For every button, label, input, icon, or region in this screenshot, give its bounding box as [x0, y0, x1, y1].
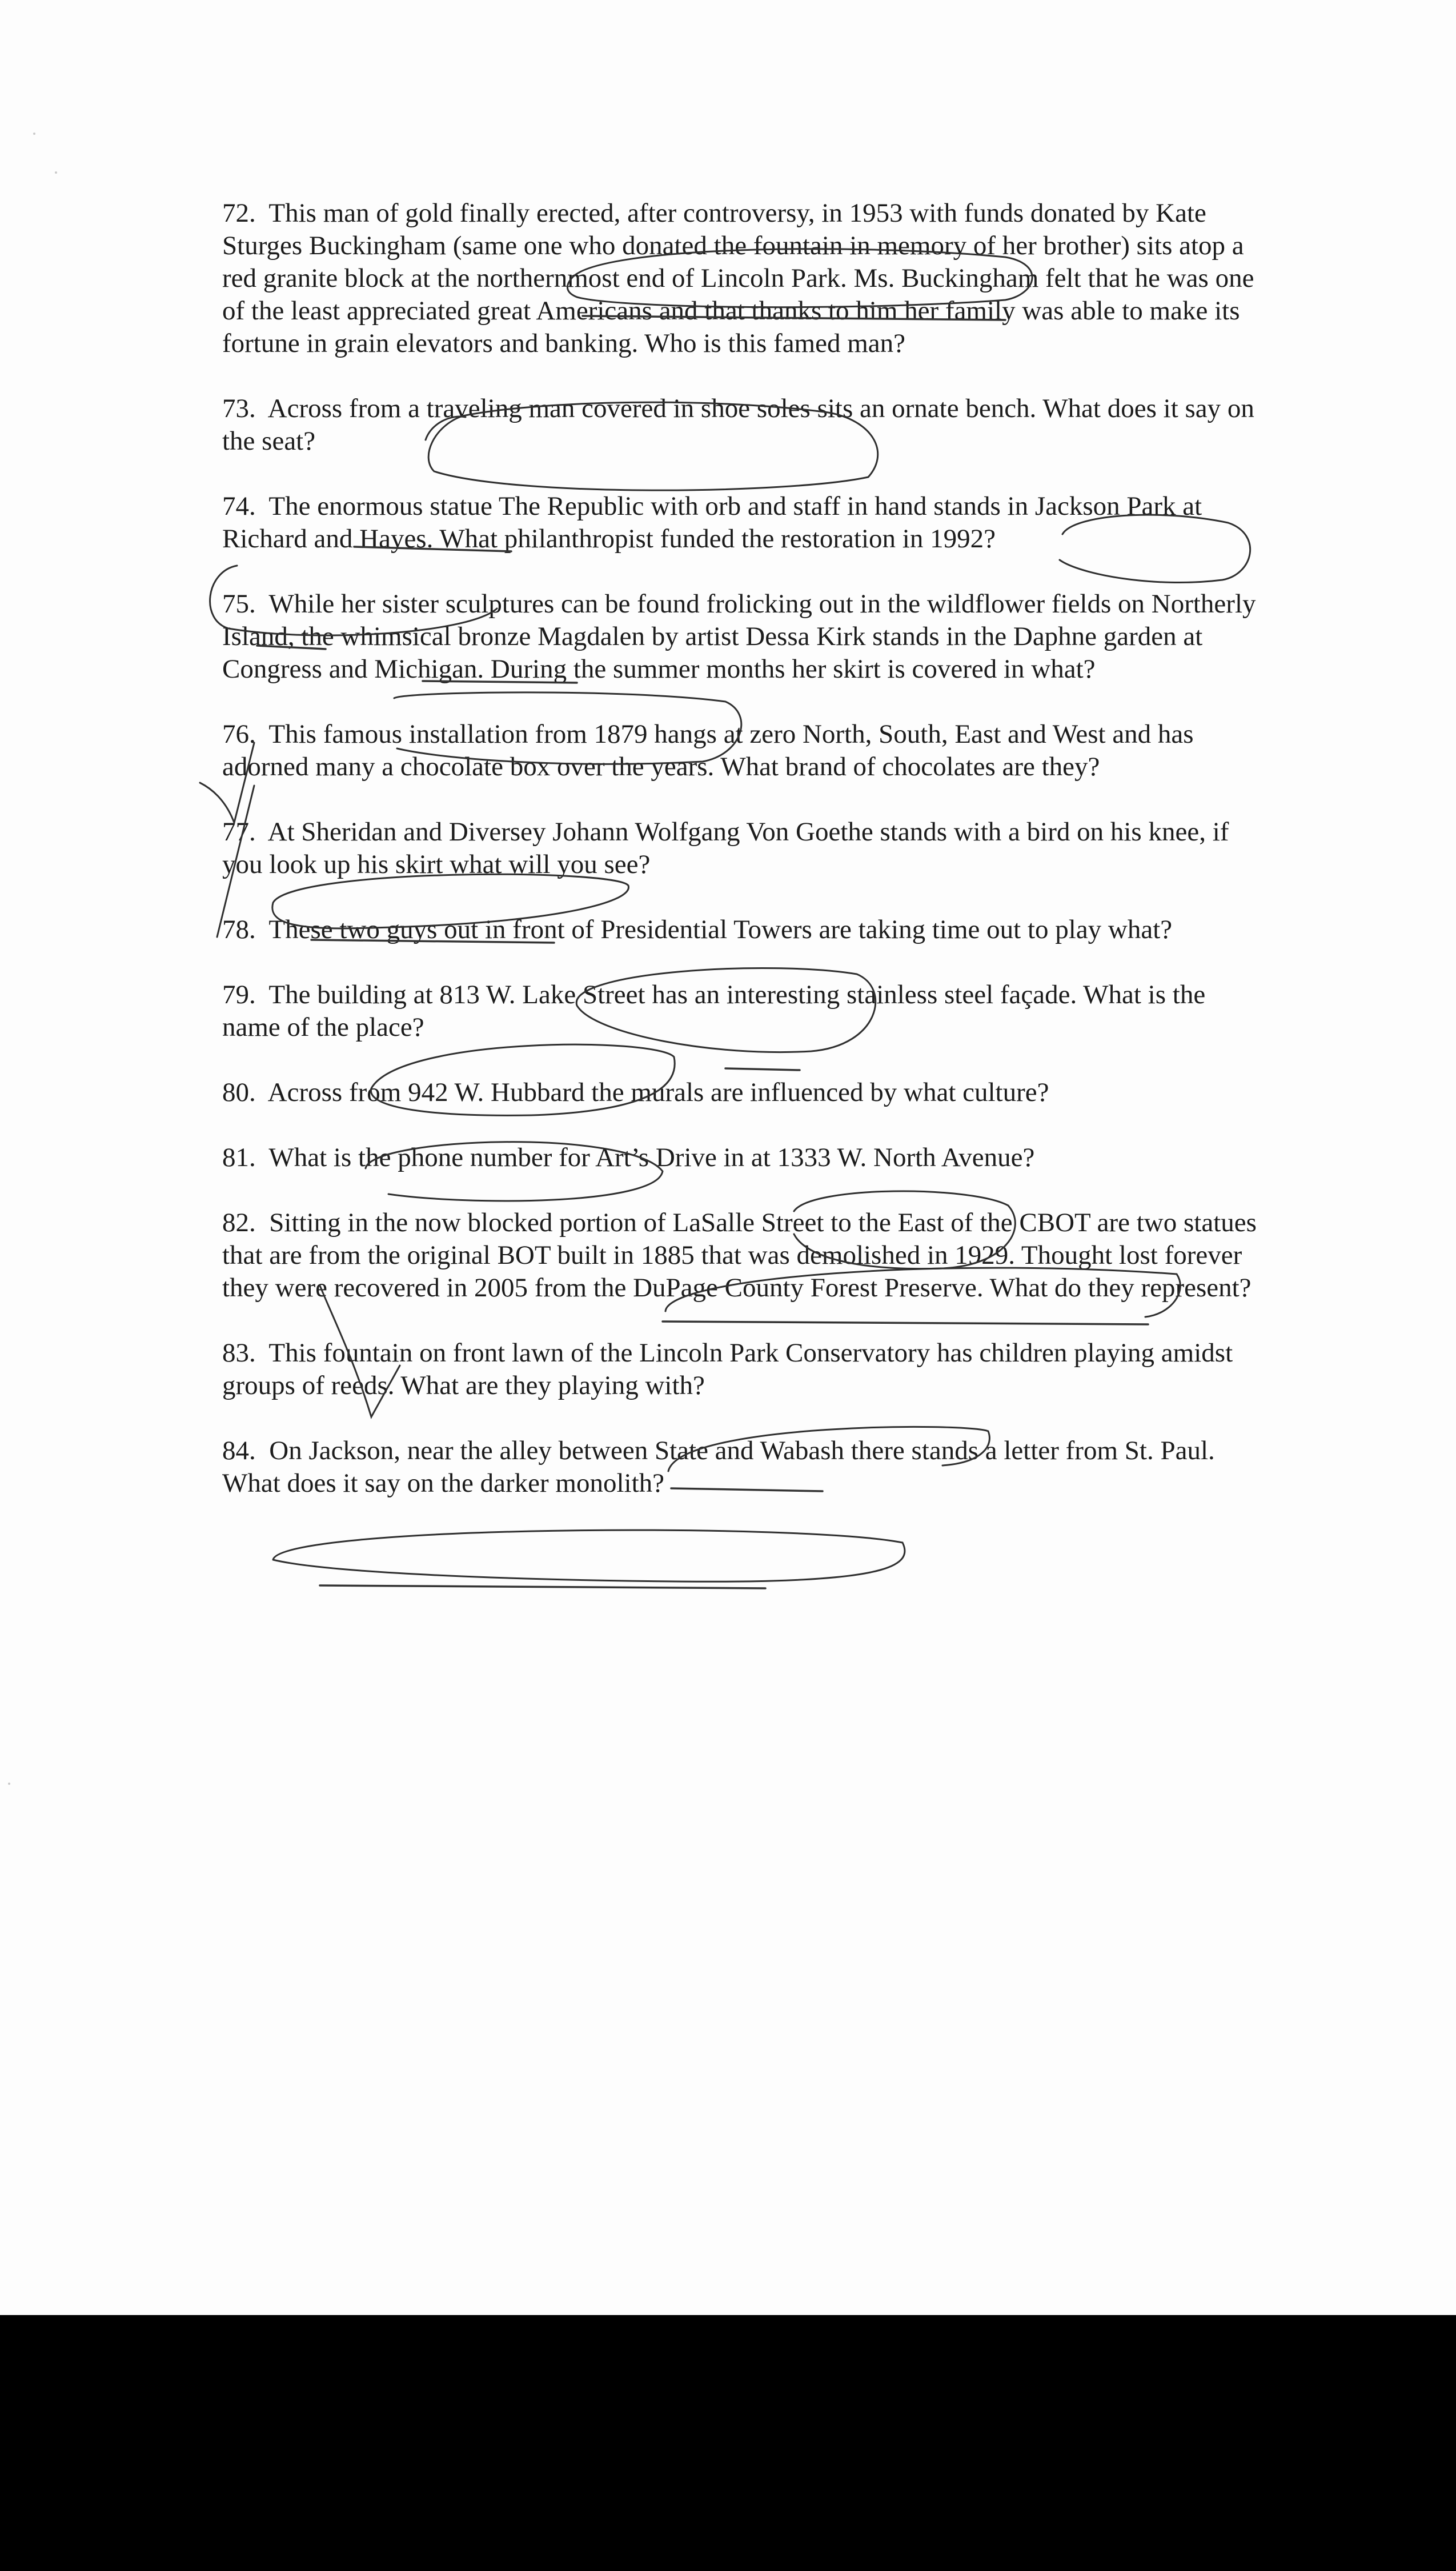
question-text: These two guys out in front of Presidential Towers are taking time out to play what?	[268, 915, 1173, 944]
question-76	[222, 718, 1262, 783]
ink-circle	[273, 1530, 905, 1581]
scan-speck	[8, 1783, 10, 1785]
question-text: On Jackson, near the alley between State and Wabash there stands a letter from St. Paul. What does it say on the darker monolith?	[222, 1436, 1215, 1498]
question-text: Sitting in the now blocked portion of LaSalle Street to the East of the CBOT are two statues that are from the original BOT built in 1885 that was demolished in 1929. Thought lost forever they were recovered in 2005 from the DuPage County Forest Preserve. What do they represent?	[222, 1208, 1257, 1303]
question-84	[222, 1435, 1262, 1500]
question-80	[222, 1076, 1262, 1109]
question-number: 80.	[222, 1078, 256, 1107]
question-text: At Sheridan and Diversey Johann Wolfgang Von Goethe stands with a bird on his knee, if you look up his skirt what will you see?	[222, 817, 1229, 879]
question-text: The enormous statue The Republic with orb and staff in hand stands in Jackson Park at Richard and Hayes. What philanthropist funded the restoration in 1992?	[222, 491, 1202, 554]
question-73	[222, 393, 1262, 458]
question-82	[222, 1207, 1262, 1304]
question-number: 73.	[222, 394, 256, 423]
question-72	[222, 197, 1262, 360]
scan-speck	[55, 171, 57, 174]
question-number: 81.	[222, 1143, 256, 1172]
question-number: 83.	[222, 1338, 256, 1368]
question-83	[222, 1337, 1262, 1402]
question-text: This famous installation from 1879 hangs at zero North, South, East and West and has adorned many a chocolate box over the years. What brand of chocolates are they?	[222, 719, 1194, 782]
question-list	[222, 197, 1262, 1532]
question-text: This man of gold finally erected, after controversy, in 1953 with funds donated by Kate Sturges Buckingham (same one who donated the fountain in memory of her brother) sits atop a red granite block at the northernmost end of Lincoln Park. Ms. Buckingham felt that he was one of the least appreciated great Americans and that thanks to him her family was able to make its fortune in grain elevators and banking. Who is this famed man?	[222, 198, 1254, 358]
question-number: 79.	[222, 980, 256, 1010]
question-number: 84.	[222, 1436, 256, 1465]
question-number: 76.	[222, 719, 256, 749]
question-74	[222, 490, 1262, 555]
ink-strike	[320, 1585, 765, 1588]
question-number: 77.	[222, 817, 256, 847]
question-number: 72.	[222, 198, 256, 228]
question-81	[222, 1142, 1262, 1174]
scan-speck	[33, 133, 35, 135]
question-text: Across from a traveling man covered in shoe soles sits an ornate bench. What does it say on the seat?	[222, 394, 1254, 456]
question-number: 74.	[222, 491, 256, 521]
question-text: Across from 942 W. Hubbard the murals are influenced by what culture?	[267, 1078, 1049, 1107]
question-text: This fountain on front lawn of the Lincoln Park Conservatory has children playing amidst groups of reeds. What are they playing with?	[222, 1338, 1233, 1400]
question-75	[222, 588, 1262, 686]
question-number: 82.	[222, 1208, 256, 1238]
question-78	[222, 914, 1262, 946]
question-text: The building at 813 W. Lake Street has an interesting stainless steel façade. What is the name of the place?	[222, 980, 1206, 1042]
question-79	[222, 979, 1262, 1044]
question-text: What is the phone number for Art’s Drive in at 1333 W. North Avenue?	[268, 1143, 1035, 1172]
question-77	[222, 816, 1262, 881]
question-number: 78.	[222, 915, 256, 944]
question-text: While her sister sculptures can be found frolicking out in the wildflower fields on Northerly Island, the whimsical bronze Magdalen by artist Dessa Kirk stands in the Daphne garden at Congress and Michigan. During the summer months her skirt is covered in what?	[222, 589, 1256, 684]
question-number: 75.	[222, 589, 256, 619]
scan-bottom-band	[0, 2315, 1456, 2571]
